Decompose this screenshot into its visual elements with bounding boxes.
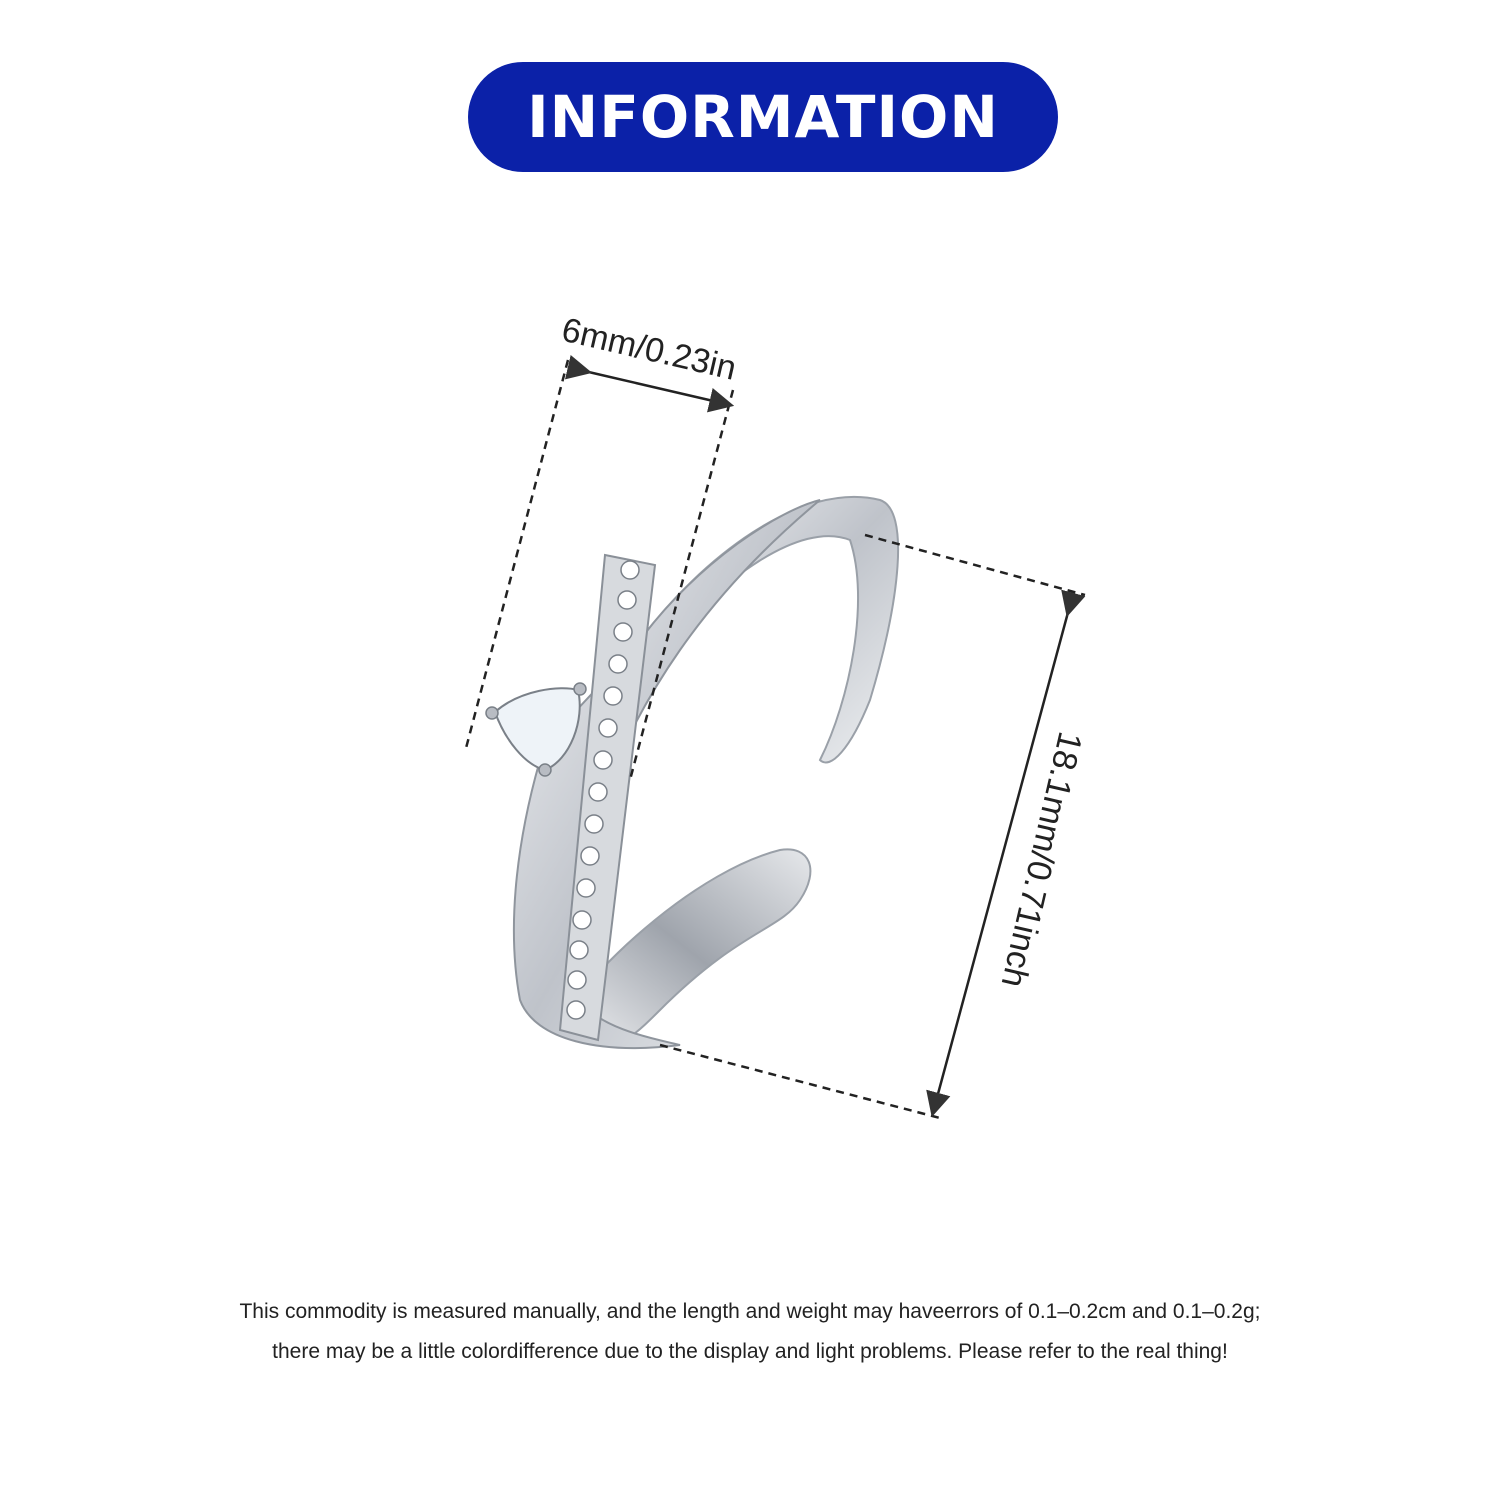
width-label: 6mm/0.23in bbox=[558, 310, 740, 388]
disclaimer-line-1: This commodity is measured manually, and the length and weight may haveerrors of 0.1–0.2cm and 0.1–0.2g; bbox=[239, 1300, 1261, 1323]
banner-title: INFORMATION bbox=[527, 83, 999, 151]
ring-image bbox=[486, 497, 898, 1048]
height-label: 18.1mm/0.71inch bbox=[993, 728, 1090, 991]
disclaimer-line-2: there may be a little colordifference due to the display and light problems. Please refer to the real thing! bbox=[272, 1340, 1228, 1363]
disclaimer-text bbox=[0, 1292, 1500, 1372]
